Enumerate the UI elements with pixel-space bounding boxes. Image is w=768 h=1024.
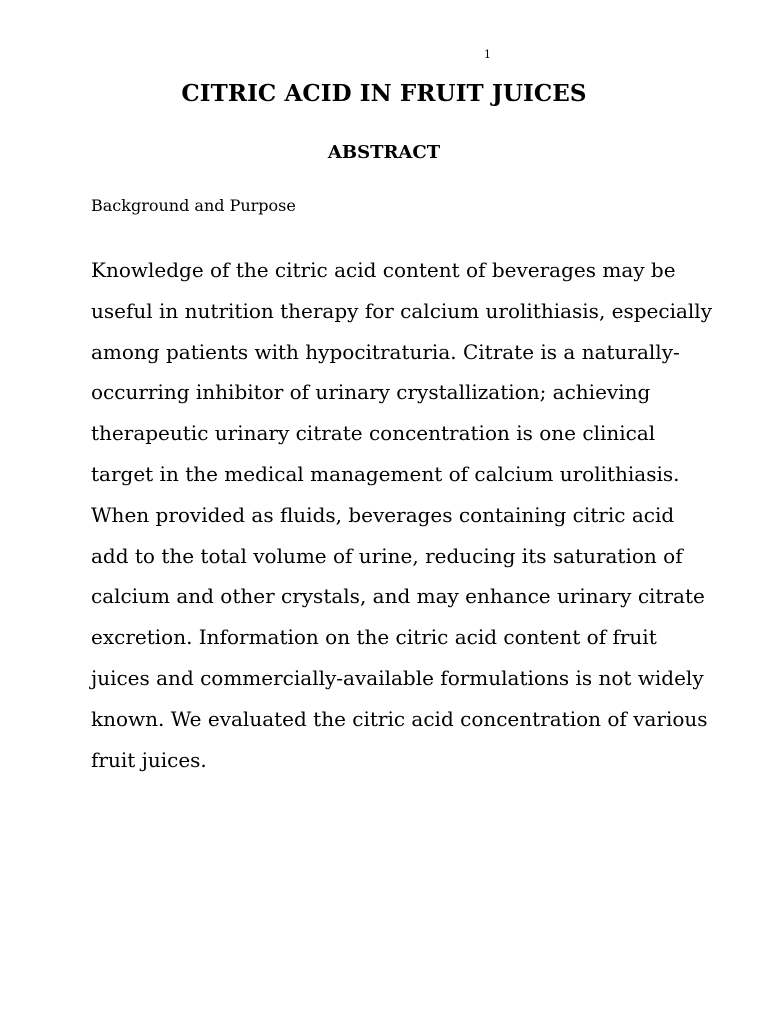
paragraph-line: excretion. Information on the citric acid content of fruit — [91, 625, 657, 650]
paragraph-line: Knowledge of the citric acid content of beverages may be — [91, 258, 676, 282]
page-number: 1 — [484, 48, 491, 61]
paragraph-line: juices and commercially-available formulations is not widely — [91, 665, 704, 690]
document-title: CITRIC ACID IN FRUIT JUICES — [181, 80, 587, 107]
paragraph-line: occurring inhibitor of urinary crystallization; achieving — [91, 380, 651, 405]
paragraph-line: target in the medical management of calcium urolithiasis. — [91, 461, 680, 486]
paragraph-line: add to the total volume of urine, reducing its saturation of — [91, 543, 683, 568]
paragraph-line: When provided as fluids, beverages containing citric acid — [91, 502, 675, 527]
paragraph-line: therapeutic urinary citrate concentration is one clinical — [91, 421, 656, 446]
paragraph-line: known. We evaluated the citric acid concentration of various — [91, 706, 708, 731]
paragraph-line: among patients with hypocitraturia. Citrate is a naturally- — [91, 339, 680, 364]
paragraph-line: fruit juices. — [91, 747, 207, 772]
paragraph-line: useful in nutrition therapy for calcium urolithiasis, especially — [91, 298, 713, 323]
abstract-heading: ABSTRACT — [327, 142, 441, 163]
paragraph-line: calcium and other crystals, and may enhance urinary citrate — [91, 584, 705, 609]
abstract-paragraph — [91, 250, 713, 780]
background-purpose-subheading: Background and Purpose — [91, 196, 296, 215]
